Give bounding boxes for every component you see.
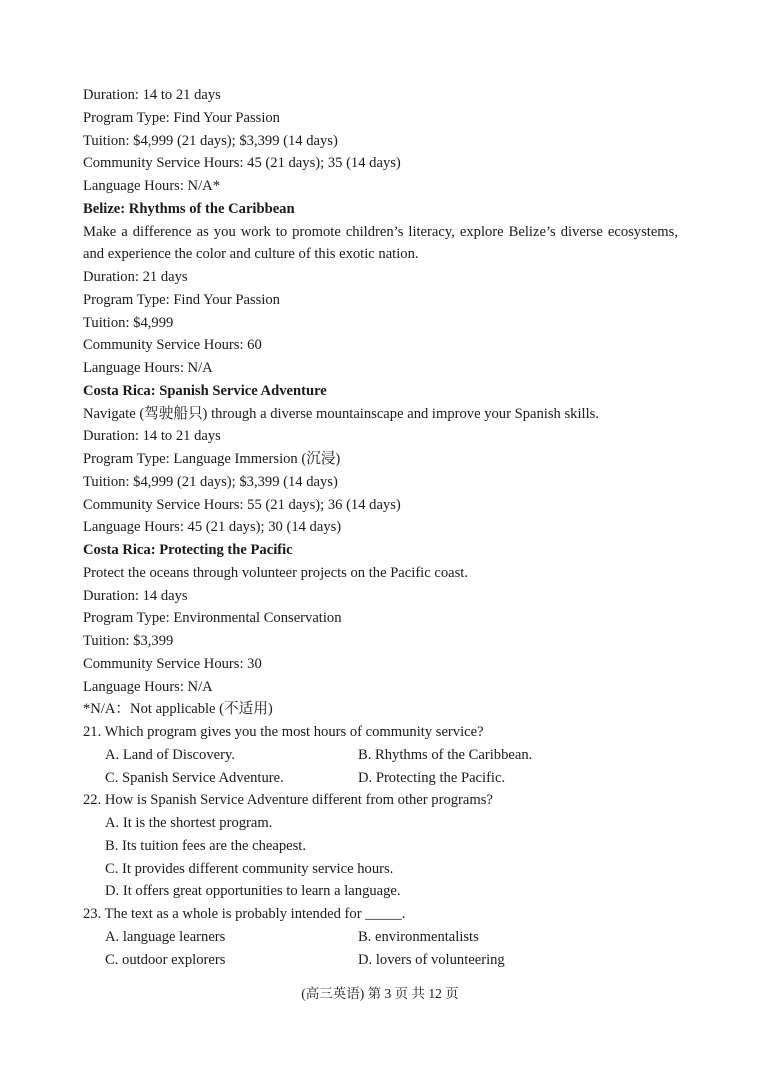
language-hours-line: Language Hours: N/A* xyxy=(83,178,220,194)
program-description: Protect the oceans through volunteer projects on the Pacific coast. xyxy=(83,564,468,581)
program-type-line: Program Type: Find Your Passion xyxy=(83,291,280,308)
tuition-line: Tuition: $4,999 (21 days); $3,399 (14 days) xyxy=(83,132,338,149)
option-d[interactable]: D. Protecting the Pacific. xyxy=(358,769,506,786)
tuition-line: Tuition: $4,999 xyxy=(83,314,174,331)
program-title: Belize: Rhythms of the Caribbean xyxy=(83,200,295,217)
program-type-line: Program Type: Environmental Conservation xyxy=(83,610,342,627)
duration-line: Duration: 21 days xyxy=(83,269,188,285)
option-row xyxy=(83,767,678,790)
duration-line: Duration: 14 days xyxy=(83,587,188,604)
option-row xyxy=(83,744,678,767)
previous-program-details xyxy=(83,84,678,198)
program-type-line: Program Type: Find Your Passion xyxy=(83,109,280,126)
tuition-line: Tuition: $4,999 (21 days); $3,399 (14 days) xyxy=(83,473,338,490)
question-stem: 23. The text as a whole is probably intended for _____. xyxy=(83,906,406,922)
option-c[interactable]: C. It provides different community service hours. xyxy=(105,860,394,877)
service-hours-line: Community Service Hours: 60 xyxy=(83,337,262,354)
program-spanish-service-adventure xyxy=(83,380,678,539)
program-description: Navigate (驾驶船只) through a diverse mountainscape and improve your Spanish skills. xyxy=(83,405,599,422)
option-d[interactable]: D. lovers of volunteering xyxy=(358,951,505,968)
question-stem: 21. Which program gives you the most hours of community service? xyxy=(83,724,484,740)
question-22 xyxy=(83,789,678,903)
option-a[interactable]: A. language learners xyxy=(105,928,226,945)
language-hours-line: Language Hours: N/A xyxy=(83,678,213,695)
option-d[interactable]: D. It offers great opportunities to learn a language. xyxy=(105,883,401,900)
duration-line: Duration: 14 to 21 days xyxy=(83,87,221,103)
option-row xyxy=(83,949,678,972)
program-title: Costa Rica: Spanish Service Adventure xyxy=(83,382,327,399)
option-b[interactable]: B. environmentalists xyxy=(358,928,479,945)
service-hours-line: Community Service Hours: 55 (21 days); 36 (14 days) xyxy=(83,496,401,513)
option-b[interactable]: B. Its tuition fees are the cheapest. xyxy=(105,837,306,854)
language-hours-line: Language Hours: 45 (21 days); 30 (14 days) xyxy=(83,519,342,536)
program-title: Costa Rica: Protecting the Pacific xyxy=(83,542,293,558)
page-content xyxy=(83,84,678,971)
page-footer: (高三英语) 第 3 页 共 12 页 xyxy=(301,986,459,1001)
option-row xyxy=(83,926,678,949)
option-a[interactable]: A. Land of Discovery. xyxy=(105,746,235,763)
program-protecting-the-pacific xyxy=(83,539,678,698)
option-c[interactable]: C. Spanish Service Adventure. xyxy=(105,769,284,786)
duration-line: Duration: 14 to 21 days xyxy=(83,428,221,445)
question-21 xyxy=(83,721,678,789)
option-c[interactable]: C. outdoor explorers xyxy=(105,951,226,968)
option-b[interactable]: B. Rhythms of the Caribbean. xyxy=(358,746,533,763)
language-hours-line: Language Hours: N/A xyxy=(83,360,213,376)
footnote: *N/A：Not applicable (不适用) xyxy=(83,701,273,718)
tuition-line: Tuition: $3,399 xyxy=(83,633,174,649)
program-belize xyxy=(83,198,678,380)
service-hours-line: Community Service Hours: 30 xyxy=(83,655,262,672)
option-a[interactable]: A. It is the shortest program. xyxy=(105,815,273,831)
question-23 xyxy=(83,903,678,971)
question-stem: 22. How is Spanish Service Adventure different from other programs? xyxy=(83,792,493,809)
program-description: Make a difference as you work to promote children’s literacy, explore Belize’s diverse ecosystems, and experience the color and culture of this exotic nation. xyxy=(83,223,678,263)
program-type-line: Program Type: Language Immersion (沉浸) xyxy=(83,451,341,467)
service-hours-line: Community Service Hours: 45 (21 days); 35 (14 days) xyxy=(83,155,401,172)
